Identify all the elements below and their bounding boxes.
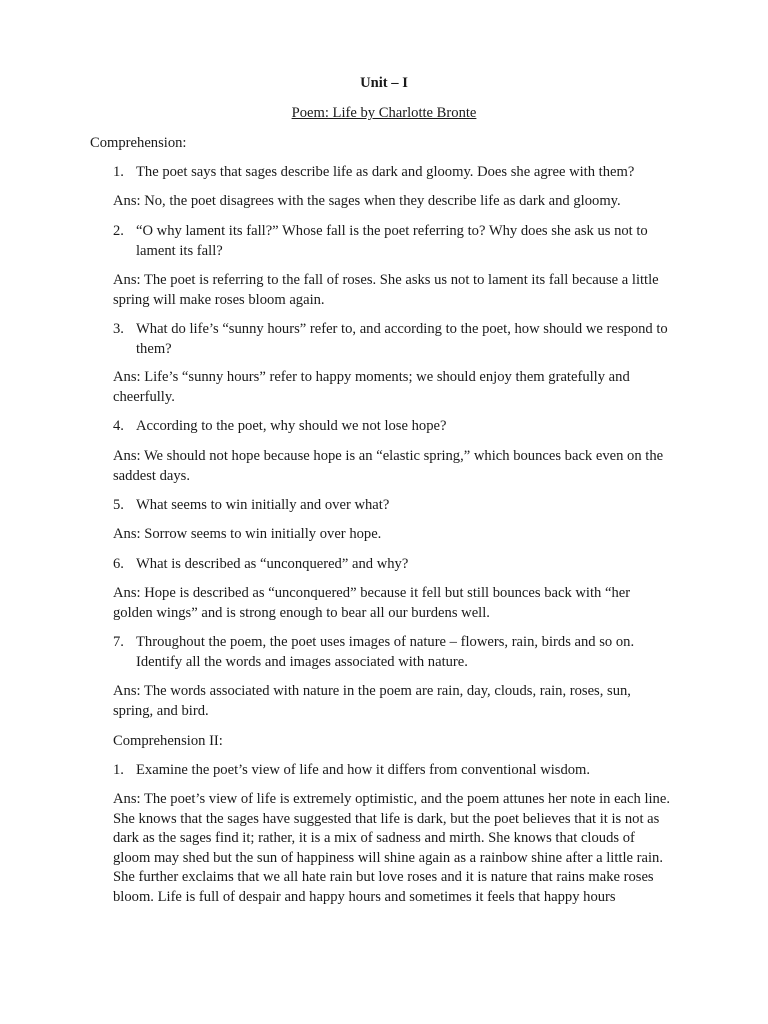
- poem-title: Poem: Life by Charlotte Bronte: [291, 105, 477, 121]
- question-3: [113, 320, 673, 359]
- section-heading-comprehension: Comprehension:: [90, 135, 187, 151]
- answer-7: Ans: The words associated with nature in the poem are rain, day, clouds, rain, roses, sun, spring, and bird.: [113, 683, 631, 719]
- question-2: [113, 222, 673, 261]
- question-6: [113, 555, 673, 575]
- answer-ii-1: Ans: The poet’s view of life is extremely optimistic, and the poem attunes her note in each line. She knows that the sages have suggested that life is dark, but the poet believes that it is not as dark as the sages find it; rather, it is a mix of sadness and mirth. She knows that clouds of gloom may shed but the sun of happiness will shine again as a rainbow shine after a little rain. She further exclaims that we all hate rain but love roses and it is nature that rains make roses bloom. Life is full of despair and happy hours and sometimes it feels that happy hours: [113, 791, 670, 905]
- question-number: 3.: [113, 321, 124, 337]
- question-ii-1: [113, 761, 673, 781]
- answer-4: Ans: We should not hope because hope is an “elastic spring,” which bounces back even on the saddest days.: [113, 448, 664, 484]
- question-number: 4.: [113, 418, 124, 434]
- answer-5: Ans: Sorrow seems to win initially over hope.: [113, 526, 382, 542]
- question-text: According to the poet, why should we not lose hope?: [136, 418, 447, 434]
- unit-title: Unit – I: [360, 75, 408, 91]
- question-text: What do life’s “sunny hours” refer to, and according to the poet, how should we respond to them?: [136, 321, 668, 357]
- question-number: 2.: [113, 223, 124, 239]
- question-number: 1.: [113, 164, 124, 180]
- question-text: What is described as “unconquered” and why?: [136, 556, 409, 572]
- answer-6: Ans: Hope is described as “unconquered” because it fell but still bounces back with “her golden wings” and is strong enough to bear all our burdens well.: [113, 585, 631, 621]
- question-4: [113, 417, 673, 437]
- answer-2: Ans: The poet is referring to the fall of roses. She asks us not to lament its fall because a little spring will make roses bloom again.: [113, 272, 659, 308]
- question-text: What seems to win initially and over what?: [136, 497, 390, 513]
- answer-3: Ans: Life’s “sunny hours” refer to happy moments; we should enjoy them gratefully and cheerfully.: [113, 369, 630, 405]
- question-text: The poet says that sages describe life as dark and gloomy. Does she agree with them?: [136, 164, 635, 180]
- question-number: 1.: [113, 762, 124, 778]
- answer-1: Ans: No, the poet disagrees with the sages when they describe life as dark and gloomy.: [113, 193, 621, 209]
- question-number: 6.: [113, 556, 124, 572]
- question-number: 7.: [113, 634, 124, 650]
- question-text: Throughout the poem, the poet uses images of nature – flowers, rain, birds and so on. Identify all the words and images associated with nature.: [136, 634, 635, 670]
- section-heading-comprehension-ii: Comprehension II:: [113, 733, 223, 749]
- question-7: [113, 633, 673, 672]
- question-text: “O why lament its fall?” Whose fall is the poet referring to? Why does she ask us not to lament its fall?: [136, 223, 648, 259]
- question-1: [113, 163, 673, 183]
- question-5: [113, 496, 673, 516]
- question-text: Examine the poet’s view of life and how it differs from conventional wisdom.: [136, 762, 591, 778]
- question-number: 5.: [113, 497, 124, 513]
